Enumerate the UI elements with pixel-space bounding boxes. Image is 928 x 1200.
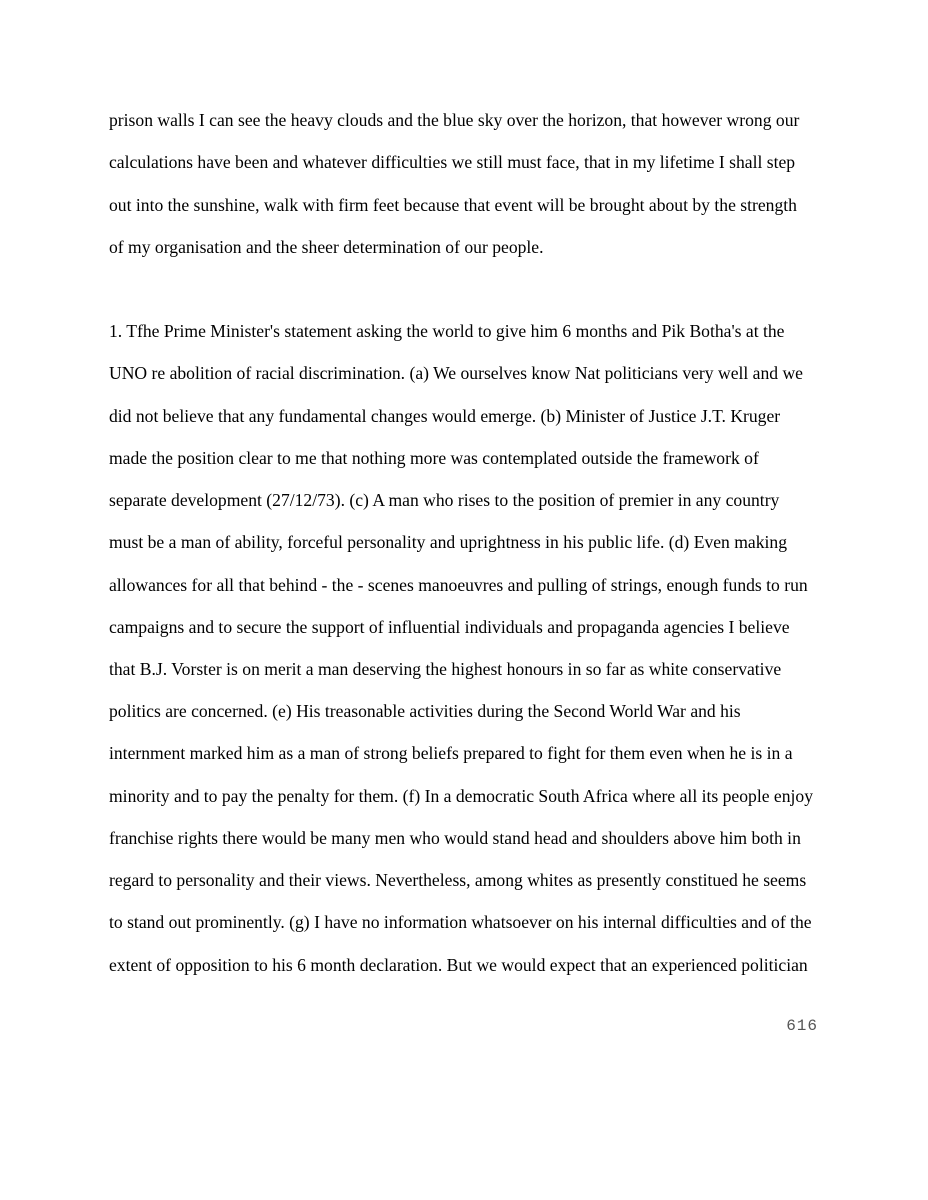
text-line: franchise rights there would be many men who would stand head and shoulders above him both in: [109, 828, 801, 848]
text-line: did not believe that any fundamental changes would emerge. (b) Minister of Justice J.T. Kruger: [109, 406, 781, 426]
text-line: separate development (27/12/73). (c) A man who rises to the position of premier in any country: [109, 490, 780, 510]
text-line: regard to personality and their views. Nevertheless, among whites as presently constitued he seems: [109, 870, 807, 890]
text-line: campaigns and to secure the support of influential individuals and propaganda agencies I believe: [109, 617, 790, 637]
text-line: internment marked him as a man of strong beliefs prepared to fight for them even when he is in a: [109, 743, 793, 763]
text-line: calculations have been and whatever difficulties we still must face, that in my lifetime I shall step: [109, 152, 796, 172]
text-line: 1. Tfhe Prime Minister's statement asking the world to give him 6 months and Pik Botha's at the: [109, 321, 785, 341]
text-line: out into the sunshine, walk with firm feet because that event will be brought about by the strength: [109, 195, 797, 215]
text-line: of my organisation and the sheer determination of our people.: [109, 237, 544, 257]
text-line: allowances for all that behind - the - scenes manoeuvres and pulling of strings, enough funds to run: [109, 575, 808, 595]
text-line: to stand out prominently. (g) I have no information whatsoever on his internal difficulties and of the: [109, 912, 812, 932]
page-number: 616: [786, 1017, 818, 1035]
text-line: made the position clear to me that nothing more was contemplated outside the framework of: [109, 448, 759, 468]
text-line: extent of opposition to his 6 month declaration. But we would expect that an experienced politician: [109, 955, 808, 975]
text-line: politics are concerned. (e) His treasonable activities during the Second World War and his: [109, 701, 741, 721]
text-line: that B.J. Vorster is on merit a man deserving the highest honours in so far as white conservative: [109, 659, 782, 679]
text-line: minority and to pay the penalty for them. (f) In a democratic South Africa where all its people enjoy: [109, 786, 814, 806]
text-line: UNO re abolition of racial discrimination. (a) We ourselves know Nat politicians very well and we: [109, 363, 803, 383]
text-line: must be a man of ability, forceful personality and uprightness in his public life. (d) Even making: [109, 532, 788, 552]
text-line: prison walls I can see the heavy clouds and the blue sky over the horizon, that however wrong our: [109, 110, 800, 130]
